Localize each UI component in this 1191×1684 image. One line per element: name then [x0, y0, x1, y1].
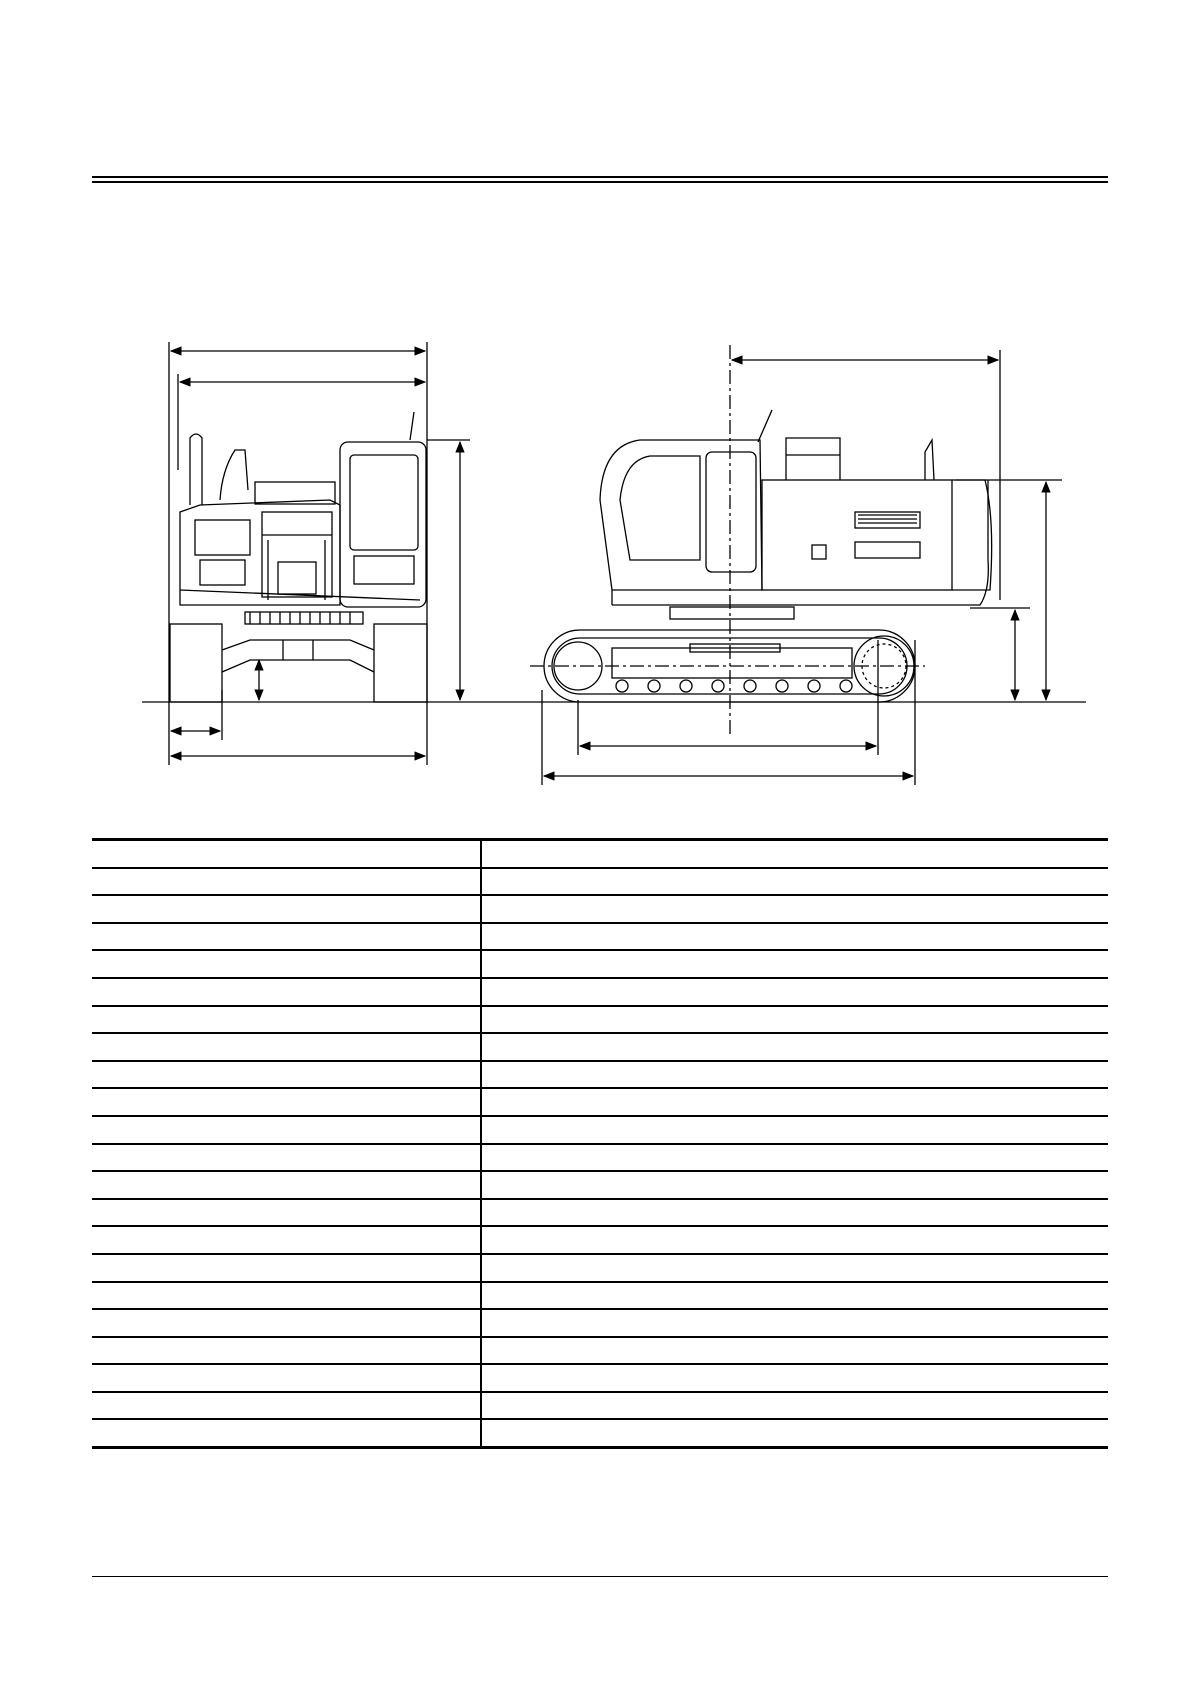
row-value	[481, 895, 1108, 923]
row-label	[92, 950, 481, 978]
table-row	[92, 1364, 1108, 1392]
row-label	[92, 1061, 481, 1089]
row-value	[481, 1144, 1108, 1172]
row-value	[481, 978, 1108, 1006]
table-row	[92, 1033, 1108, 1061]
row-value	[481, 1392, 1108, 1420]
table-row	[92, 1171, 1108, 1199]
row-value	[481, 1061, 1108, 1089]
table-row	[92, 1392, 1108, 1420]
row-label	[92, 1309, 481, 1337]
table-row	[92, 840, 1108, 868]
left-track	[170, 624, 222, 702]
row-value	[481, 1033, 1108, 1061]
row-label	[92, 1392, 481, 1420]
table-row	[92, 1088, 1108, 1116]
row-label	[92, 978, 481, 1006]
row-value	[481, 1309, 1108, 1337]
row-label	[92, 840, 481, 868]
row-value	[481, 1254, 1108, 1282]
row-value	[481, 1116, 1108, 1144]
table-row	[92, 950, 1108, 978]
table-row	[92, 1337, 1108, 1365]
table-row	[92, 895, 1108, 923]
row-label	[92, 1033, 481, 1061]
row-value	[481, 1282, 1108, 1310]
row-value	[481, 1006, 1108, 1034]
front-cab	[340, 442, 426, 607]
row-label	[92, 1199, 481, 1227]
row-label	[92, 1144, 481, 1172]
row-value	[481, 1199, 1108, 1227]
table-row	[92, 1282, 1108, 1310]
row-label	[92, 1006, 481, 1034]
table-row	[92, 1226, 1108, 1254]
row-value	[481, 840, 1108, 868]
row-label	[92, 1088, 481, 1116]
table-row	[92, 1061, 1108, 1089]
table-row	[92, 1144, 1108, 1172]
table-row	[92, 1199, 1108, 1227]
row-label	[92, 895, 481, 923]
row-label	[92, 1419, 481, 1447]
table-row	[92, 1254, 1108, 1282]
table-row	[92, 868, 1108, 896]
row-value	[481, 1171, 1108, 1199]
table-row	[92, 923, 1108, 951]
table-row	[92, 978, 1108, 1006]
row-label	[92, 1364, 481, 1392]
row-label	[92, 1171, 481, 1199]
row-value	[481, 868, 1108, 896]
side-cab	[600, 440, 762, 590]
row-value	[481, 1337, 1108, 1365]
swing-bearing	[245, 612, 363, 624]
table-row	[92, 1309, 1108, 1337]
table-row	[92, 1419, 1108, 1447]
row-label	[92, 1226, 481, 1254]
row-value	[481, 950, 1108, 978]
row-label	[92, 1254, 481, 1282]
row-label	[92, 1282, 481, 1310]
footer-rule	[92, 1576, 1108, 1577]
table-row	[92, 1116, 1108, 1144]
engine-hood	[762, 480, 952, 590]
row-value	[481, 923, 1108, 951]
right-track	[374, 624, 427, 702]
row-label	[92, 1116, 481, 1144]
side-view	[530, 345, 1062, 785]
table-row	[92, 1006, 1108, 1034]
row-value	[481, 1419, 1108, 1447]
row-label	[92, 923, 481, 951]
row-label	[92, 1337, 481, 1365]
row-label	[92, 868, 481, 896]
row-value	[481, 1226, 1108, 1254]
row-value	[481, 1364, 1108, 1392]
row-value	[481, 1088, 1108, 1116]
spec-table	[92, 838, 1108, 1449]
